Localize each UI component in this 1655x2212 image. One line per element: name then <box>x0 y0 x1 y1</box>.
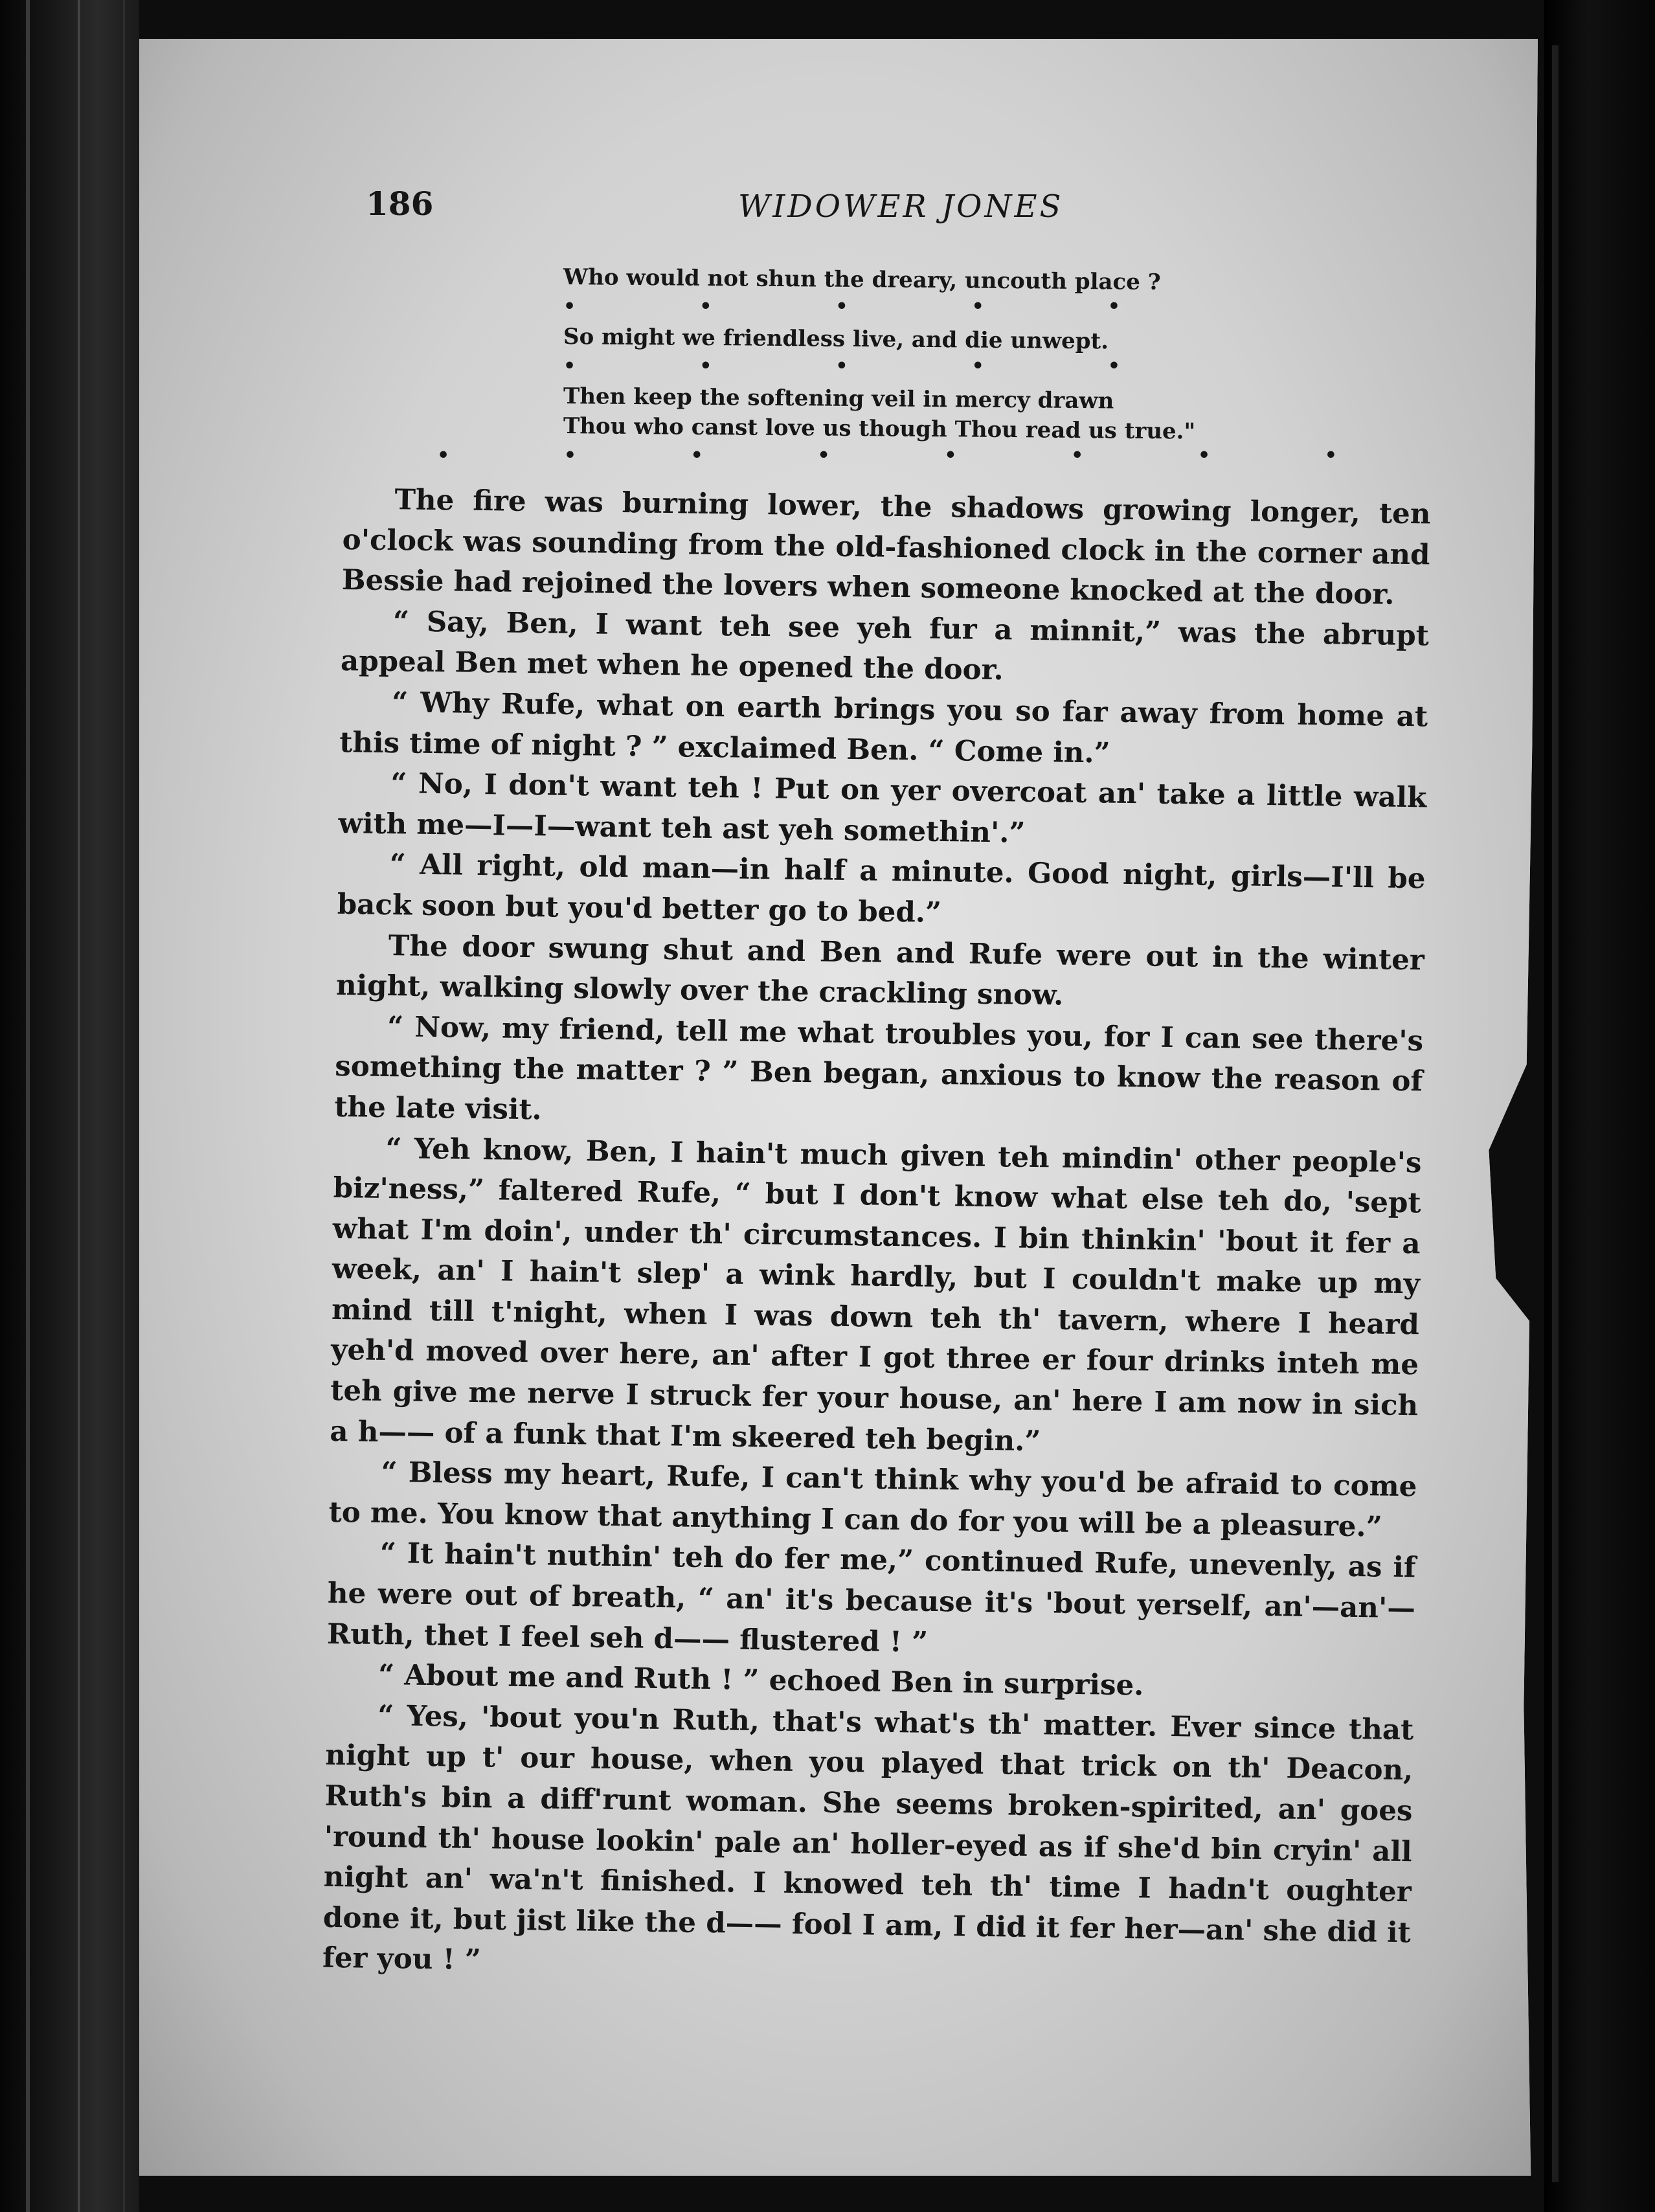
ellipsis-row <box>563 352 1120 381</box>
poem-quotation <box>437 262 1337 471</box>
body-text <box>322 479 1431 1994</box>
ellipsis-dot: • <box>1324 444 1337 467</box>
ellipsis-dot: • <box>1107 295 1120 318</box>
page-number: 186 <box>366 185 434 223</box>
poem-line: So might we friendless live, and die unwept. <box>563 324 1109 355</box>
ellipsis-row <box>563 292 1120 322</box>
paragraph: “ All right, old man—in half a minute. Good night, girls—I'll be back soon but you'd better go to bed.” <box>337 848 1426 929</box>
paragraph: “ Say, Ben, I want teh see yeh fur a minnit,” was the abrupt appeal Ben met when he opened the door. <box>340 604 1430 687</box>
ellipsis-dot: • <box>1197 444 1211 467</box>
paragraph: “ No, I don't want teh ! Put on yer overcoat an' take a little walk with me—I—I—want teh ast yeh somethin'.” <box>338 767 1427 850</box>
ellipsis-dot: • <box>971 295 984 318</box>
paragraph: The fire was burning lower, the shadows growing longer, ten o'clock was sounding from the old-fashioned clock in the corner and Bessie had rejoined the lovers when someone knocked at the door. <box>341 483 1431 611</box>
ellipsis-dot: • <box>699 355 712 378</box>
running-head <box>366 185 1492 236</box>
ellipsis-dot: • <box>437 444 450 467</box>
ellipsis-dot: • <box>563 355 576 378</box>
ellipsis-dot: • <box>699 295 712 318</box>
ellipsis-dot: • <box>1071 444 1084 467</box>
paragraph: “ Bless my heart, Rufe, I can't think why you'd be afraid to come to me. You know that anything I can do for you will be a pleasure.” <box>328 1456 1417 1544</box>
poem-line: Thou who canst love us though Thou read us true." <box>563 413 1196 445</box>
paragraph: “ It hain't nuthin' teh do fer me,” continued Rufe, unevenly, as if he were out of breath, “ an' it's because it's 'bout yerself, an'—an'— Ruth, thet I feel seh d—— flustered ! ” <box>326 1537 1417 1659</box>
paragraph: “ Now, my friend, tell me what troubles you, for I can see there's something the matter ? ” Ben began, anxious to know the reason of the late visit. <box>334 1010 1424 1127</box>
ellipsis-dot: • <box>1107 355 1120 378</box>
paragraph: The door swung shut and Ben and Rufe were out in the winter night, walking slowly over the crackling snow. <box>335 929 1425 1012</box>
paragraph: “ About me and Ruth ! ” echoed Ben in surprise. <box>377 1658 1144 1702</box>
running-title: WIDOWER JONES <box>738 188 1064 225</box>
paragraph: “ Yes, 'bout you'n Ruth, that's what's th' matter. Ever since that night up t' our house, when you played that trick on th' Deacon, Ruth's bin a diff'runt woman. She seems broken-spirited, an' goes 'round th' house lookin' pale an' holler-eyed as if she'd bin cryin' all night an' wa'n't finished. I knowed teh th' time I hadn't oughter done it, but jist like the d—— fool I am, I did it fer her—an' she did it fer you ! ” <box>322 1699 1414 1977</box>
ellipsis-dot: • <box>690 444 703 467</box>
ellipsis-dot: • <box>835 295 848 318</box>
paragraph: “ Yeh know, Ben, I hain't much given teh mindin' other people's biz'ness,” faltered Rufe, “ but I don't know what else teh do, 'sept what I'm doin', under th' circumstances. I bin thinkin' 'bout it fer a week, an' I hain't slep' a wink hardly, but I couldn't make up my mind till t'night, when I was down teh th' tavern, where I heard yeh'd moved over here, an' after I got three er four drinks inteh me teh give me nerve I struck fer your house, an' here I am now in sich a h—— of a funk that I'm skeered teh begin.” <box>330 1131 1422 1458</box>
poem-line: Who would not shun the dreary, uncouth place ? <box>563 264 1161 296</box>
poem-line: Then keep the softening veil in mercy drawn <box>563 383 1114 414</box>
ellipsis-dot: • <box>944 444 957 467</box>
ellipsis-dot: • <box>563 295 576 318</box>
ellipsis-dot: • <box>563 444 577 467</box>
ellipsis-dot: • <box>971 355 984 378</box>
paragraph: “ Why Rufe, what on earth brings you so far away from home at this time of night ? ” exclaimed Ben. “ Come in.” <box>339 686 1428 770</box>
ellipsis-dot: • <box>835 355 848 378</box>
ellipsis-dot: • <box>817 444 830 467</box>
